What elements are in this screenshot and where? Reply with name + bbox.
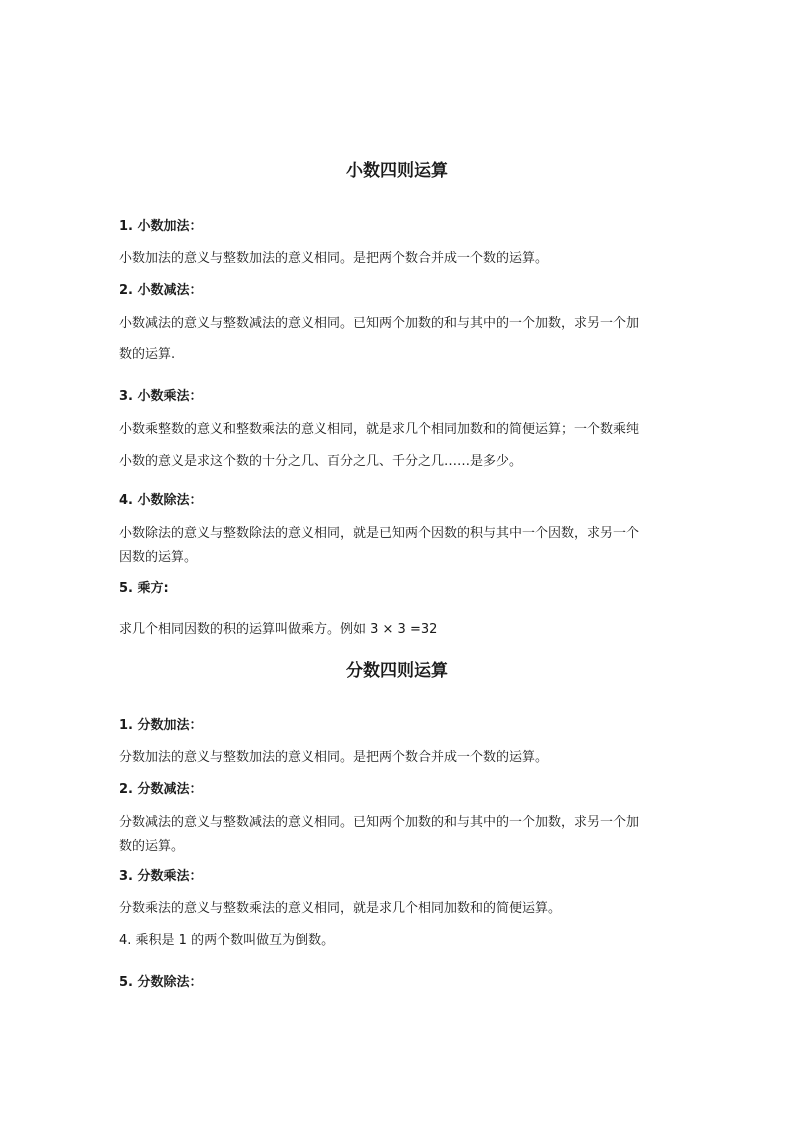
paragraph-line: 数的运算。 xyxy=(119,839,185,854)
paragraph-line: 4. 乘积是 1 的两个数叫做互为倒数。 xyxy=(119,933,335,948)
section-heading: 1. 分数加法： xyxy=(119,718,203,733)
paragraph-line: 小数减法的意义与整数减法的意义相同。已知两个加数的和与其中的一个加数，求另一个加 xyxy=(119,316,640,331)
section-heading: 2. 分数减法： xyxy=(119,782,203,797)
paragraph-line: 小数除法的意义与整数除法的意义相同，就是已知两个因数的积与其中一个因数，求另一个 xyxy=(119,526,640,541)
section-heading: 5. 乘方: xyxy=(119,581,169,596)
section-title: 分数四则运算 xyxy=(346,661,448,681)
section-title: 小数四则运算 xyxy=(346,161,448,181)
paragraph-line: 数的运算. xyxy=(119,347,176,362)
paragraph-line: 分数乘法的意义与整数乘法的意义相同，就是求几个相同加数和的简便运算。 xyxy=(119,901,562,916)
paragraph-line: 小数乘整数的意义和整数乘法的意义相同，就是求几个相同加数和的简便运算；一个数乘纯 xyxy=(119,422,640,437)
section-heading: 3. 分数乘法： xyxy=(119,869,203,884)
section-heading: 5. 分数除法： xyxy=(119,975,203,990)
section-heading: 2. 小数减法： xyxy=(119,283,203,298)
paragraph-line: 小数加法的意义与整数加法的意义相同。是把两个数合并成一个数的运算。 xyxy=(119,251,549,266)
paragraph-line: 因数的运算。 xyxy=(119,550,198,565)
paragraph-line: 小数的意义是求这个数的十分之几、百分之几、千分之几……是多少。 xyxy=(119,454,523,469)
section-heading: 1. 小数加法： xyxy=(119,219,203,234)
section-heading: 3. 小数乘法： xyxy=(119,389,203,404)
paragraph-line: 分数加法的意义与整数加法的意义相同。是把两个数合并成一个数的运算。 xyxy=(119,750,549,765)
section-heading: 4. 小数除法： xyxy=(119,493,203,508)
paragraph-line: 分数减法的意义与整数减法的意义相同。已知两个加数的和与其中的一个加数，求另一个加 xyxy=(119,815,640,830)
paragraph-line: 求几个相同因数的积的运算叫做乘方。例如 3 × 3 =32 xyxy=(119,622,438,637)
